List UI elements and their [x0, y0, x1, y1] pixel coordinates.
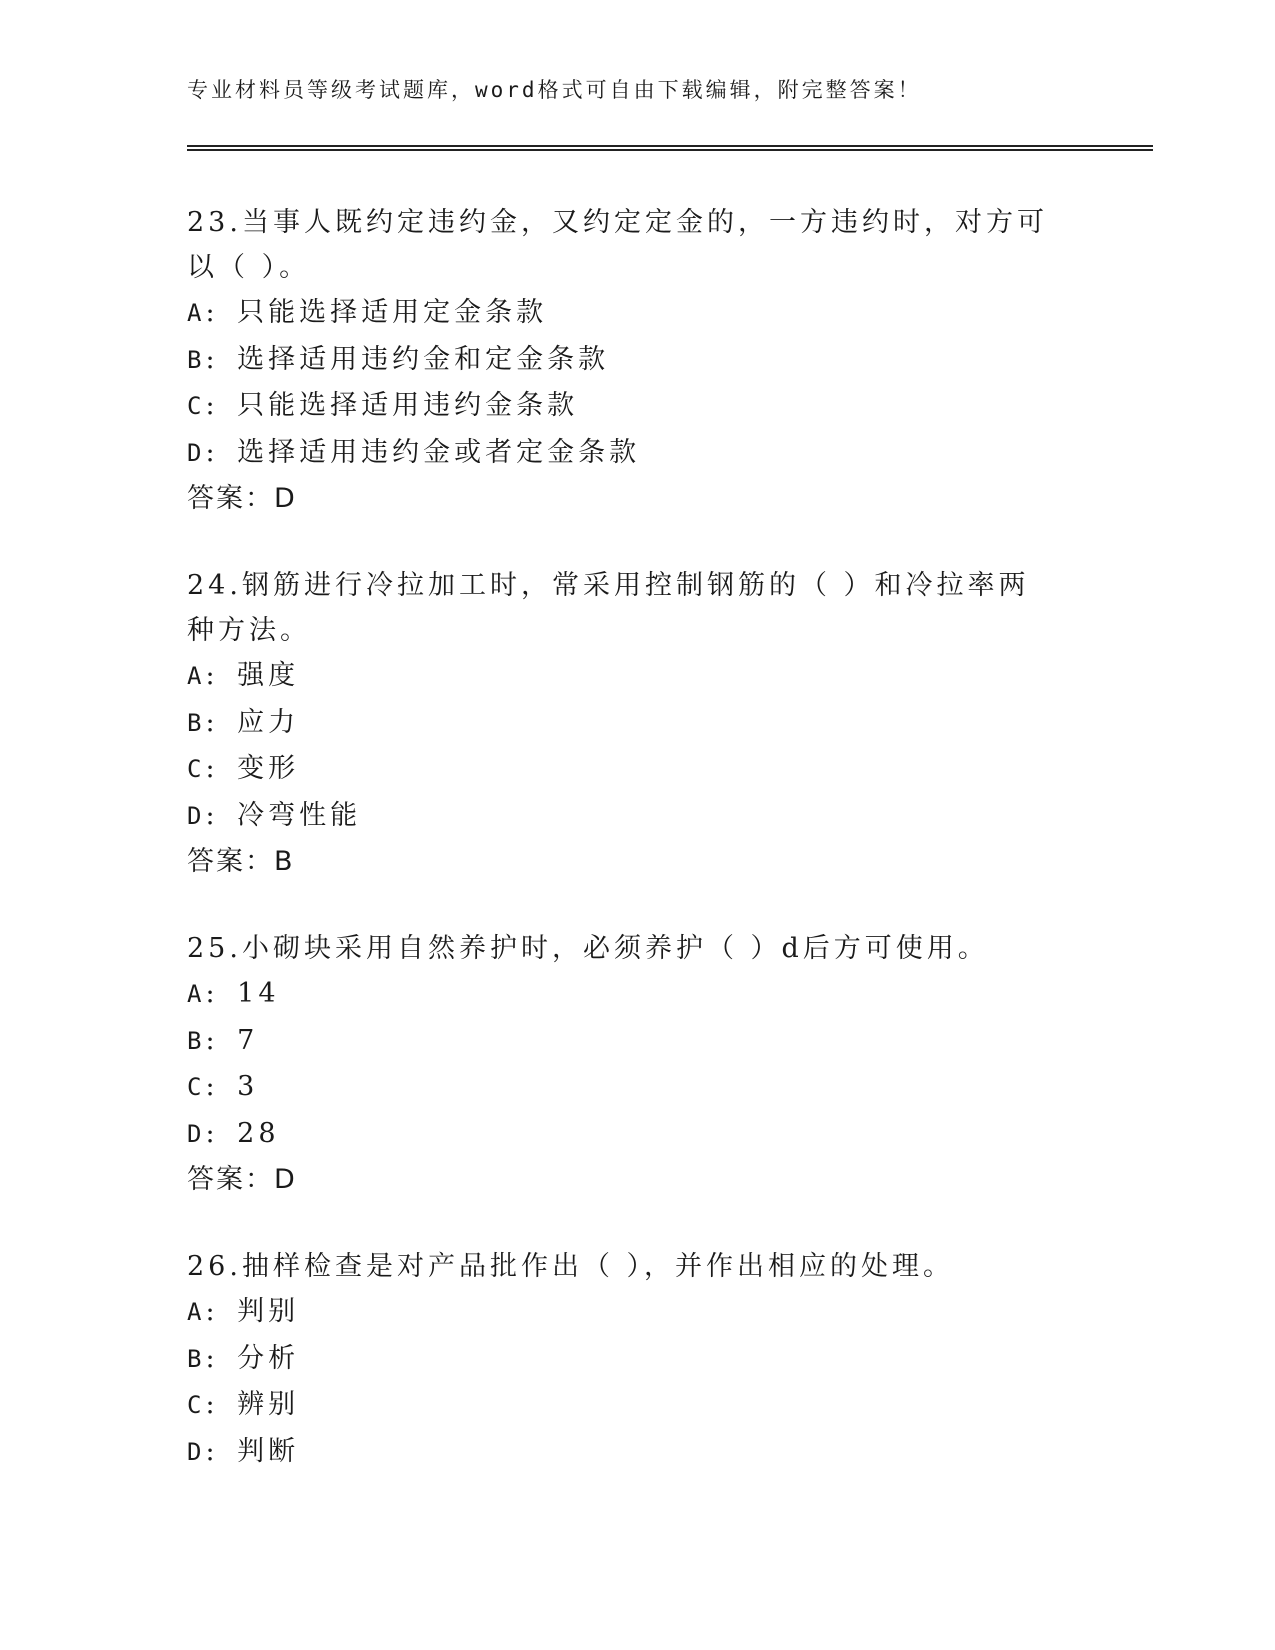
- option-a: A: 只能选择适用定金条款: [187, 297, 548, 328]
- question-25: [187, 926, 1087, 1202]
- option-letter: C: [187, 1073, 206, 1101]
- option-b: B: 7: [187, 1024, 259, 1056]
- answer-label: 答案：B: [187, 846, 295, 877]
- option-d: D: 选择适用违约金或者定金条款: [187, 436, 641, 468]
- option-text: 分析: [237, 1342, 300, 1374]
- option-b: B: 分析: [187, 1342, 300, 1374]
- option-c: C: 变形: [187, 753, 300, 784]
- option-text: 应力: [237, 706, 300, 738]
- question-list: [187, 200, 1087, 1517]
- option-letter: B: [187, 708, 206, 737]
- option-text: 只能选择适用定金条款: [237, 297, 548, 328]
- option-letter: D: [187, 1119, 206, 1148]
- question-stem: 24.钢筋进行冷拉加工时，常采用控制钢筋的（ ）和冷拉率两种方法。: [187, 570, 1030, 646]
- option-letter: B: [187, 345, 206, 374]
- option-b: B: 选择适用违约金和定金条款: [187, 343, 610, 375]
- option-a: A: 强度: [187, 660, 300, 691]
- question-stem: 26.抽样检查是对产品批作出（ ），并作出相应的处理。: [187, 1251, 955, 1282]
- option-text: 判断: [237, 1435, 300, 1467]
- option-letter: A: [187, 662, 206, 690]
- option-letter: B: [187, 1344, 206, 1373]
- option-a: A: 14: [187, 978, 280, 1009]
- option-text: 变形: [237, 753, 300, 784]
- question-24: [187, 563, 1087, 884]
- option-c: C: 只能选择适用违约金条款: [187, 390, 579, 421]
- option-letter: B: [187, 1026, 206, 1055]
- question-23: [187, 200, 1087, 521]
- option-text: 28: [237, 1117, 280, 1149]
- option-text: 辨别: [237, 1389, 300, 1420]
- option-letter: D: [187, 438, 206, 467]
- option-a: A: 判别: [187, 1296, 300, 1327]
- option-letter: D: [187, 1437, 206, 1466]
- option-letter: C: [187, 755, 206, 783]
- answer-label: 答案：D: [187, 483, 297, 514]
- header-divider: [187, 145, 1153, 151]
- option-d: D: 28: [187, 1117, 280, 1149]
- option-letter: A: [187, 1298, 206, 1326]
- option-text: 7: [237, 1024, 259, 1056]
- question-stem: 25.小砌块采用自然养护时，必须养护（ ）d后方可使用。: [187, 933, 989, 964]
- option-b: B: 应力: [187, 706, 300, 738]
- answer-label: 答案：D: [187, 1164, 297, 1195]
- page-header: 专业材料员等级考试题库，word格式可自由下载编辑，附完整答案！: [187, 78, 922, 102]
- question-26: [187, 1244, 1087, 1475]
- option-text: 选择适用违约金或者定金条款: [237, 436, 641, 468]
- option-letter: A: [187, 299, 206, 327]
- option-letter: D: [187, 801, 206, 830]
- option-letter: C: [187, 392, 206, 420]
- option-d: D: 判断: [187, 1435, 300, 1467]
- option-text: 14: [237, 978, 280, 1009]
- option-letter: A: [187, 980, 206, 1008]
- question-stem: 23.当事人既约定违约金，又约定定金的，一方违约时，对方可以（ ）。: [187, 207, 1048, 283]
- option-c: C: 3: [187, 1071, 259, 1102]
- option-text: 只能选择适用违约金条款: [237, 390, 579, 421]
- option-d: D: 冷弯性能: [187, 799, 362, 831]
- option-text: 冷弯性能: [237, 799, 362, 831]
- option-text: 选择适用违约金和定金条款: [237, 343, 610, 375]
- option-text: 强度: [237, 660, 300, 691]
- option-text: 判别: [237, 1296, 300, 1327]
- option-text: 3: [237, 1071, 259, 1102]
- option-c: C: 辨别: [187, 1389, 300, 1420]
- option-letter: C: [187, 1391, 206, 1419]
